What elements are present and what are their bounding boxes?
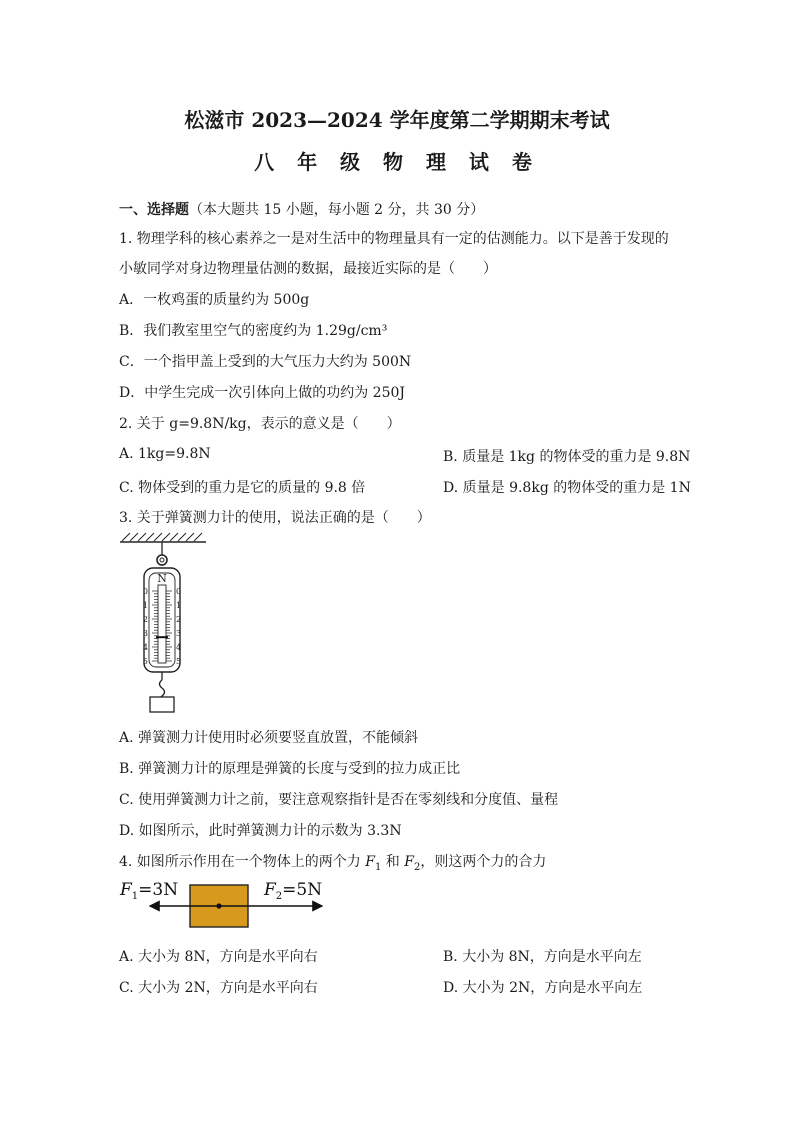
ceiling-hatching — [122, 533, 202, 541]
q1-stem-line1: 1. 物理学科的核心素养之一是对生活中的物理量具有一定的估测能力。以下是善于发现的 — [119, 231, 669, 247]
q2-option-c: C. 物体受到的重力是它的质量的 9.8 倍 — [119, 480, 366, 496]
q2-option-d: D. 质量是 9.8kg 的物体受的重力是 1N — [443, 480, 691, 496]
q1-option-b: B．我们教室里空气的密度约为 1.29g/cm³ — [119, 323, 388, 339]
force-origin-dot — [216, 903, 221, 908]
q3-stem: 3. 关于弹簧测力计的使用，说法正确的是（ ） — [119, 510, 431, 526]
q4-option-a: A. 大小为 8N，方向是水平向右 — [119, 949, 318, 965]
forces-figure — [116, 876, 328, 934]
weight-block — [150, 697, 174, 712]
unit-label: N — [157, 572, 167, 585]
top-ring — [157, 555, 167, 565]
scale-label-left: 3 — [142, 629, 148, 638]
section-note: （本大题共 15 小题，每小题 2 分，共 30 分） — [189, 202, 485, 218]
q4-f1-symbol: F — [365, 854, 375, 870]
scale-label-left: 1 — [142, 601, 148, 610]
scale-label-left: 4 — [142, 643, 148, 652]
scale-label-left: 2 — [142, 615, 148, 624]
q4-option-c: C. 大小为 2N，方向是水平向右 — [119, 980, 318, 996]
scale-label-left: 0 — [142, 587, 148, 596]
q4-and: 和 — [381, 854, 405, 870]
q4-f1-sub: 1 — [374, 861, 382, 873]
q3-option-c: C. 使用弹簧测力计之前，要注意观察指针是否在零刻线和分度值、量程 — [119, 792, 559, 808]
spring-scale-figure — [118, 530, 210, 715]
scale-label-left: 5 — [142, 657, 148, 666]
q4-stem-post: ，则这两个力的合力 — [420, 854, 547, 870]
q3-option-a: A. 弹簧测力计使用时必须要竖直放置，不能倾斜 — [119, 730, 419, 746]
q1-stem-line2: 小敏同学对身边物理量估测的数据，最接近实际的是（ ） — [119, 261, 497, 277]
section-heading — [119, 199, 484, 219]
q4-option-b: B. 大小为 8N，方向是水平向左 — [443, 949, 642, 965]
scale-label-right: 2 — [176, 615, 182, 624]
q3-option-d: D. 如图所示，此时弹簧测力计的示数为 3.3N — [119, 823, 402, 839]
q1-option-c: C．一个指甲盖上受到的大气压力大约为 500N — [119, 354, 412, 370]
scale-label-right: 3 — [176, 629, 182, 638]
q4-option-d: D. 大小为 2N，方向是水平向左 — [443, 980, 643, 996]
q2-option-a: A. 1kg=9.8N — [119, 446, 211, 462]
scale-label-right: 1 — [176, 601, 182, 610]
q4-f2-symbol: F — [404, 854, 414, 870]
exam-title: 松滋市 2023—2024 学年度第二学期期末考试 — [184, 108, 610, 132]
q3-option-b: B. 弹簧测力计的原理是弹簧的长度与受到的拉力成正比 — [119, 761, 461, 777]
scale-label-right: 4 — [176, 643, 182, 652]
q2-option-b: B. 质量是 1kg 的物体受的重力是 9.8N — [443, 449, 691, 465]
f1-label: $F_1=3N$ — [120, 880, 179, 902]
f2-label: $F_2=5N$ — [264, 880, 323, 902]
q4-stem-pre: 4. 如图所示作用在一个物体上的两个力 — [119, 854, 366, 870]
q2-stem: 2. 关于 g=9.8N/kg，表示的意义是（ ） — [119, 416, 401, 432]
scale-label-right: 5 — [176, 657, 182, 666]
q4-stem — [119, 851, 546, 873]
scale-label-right: 0 — [176, 587, 182, 596]
q4-f2-sub: 2 — [413, 861, 421, 873]
q1-option-a: A．一枚鸡蛋的质量约为 500g — [119, 292, 310, 308]
section-name: 一、选择题 — [119, 202, 189, 218]
exam-subtitle: 八 年 级 物 理 试 卷 — [254, 150, 540, 174]
q1-option-d: D．中学生完成一次引体向上做的功约为 250J — [119, 385, 406, 401]
